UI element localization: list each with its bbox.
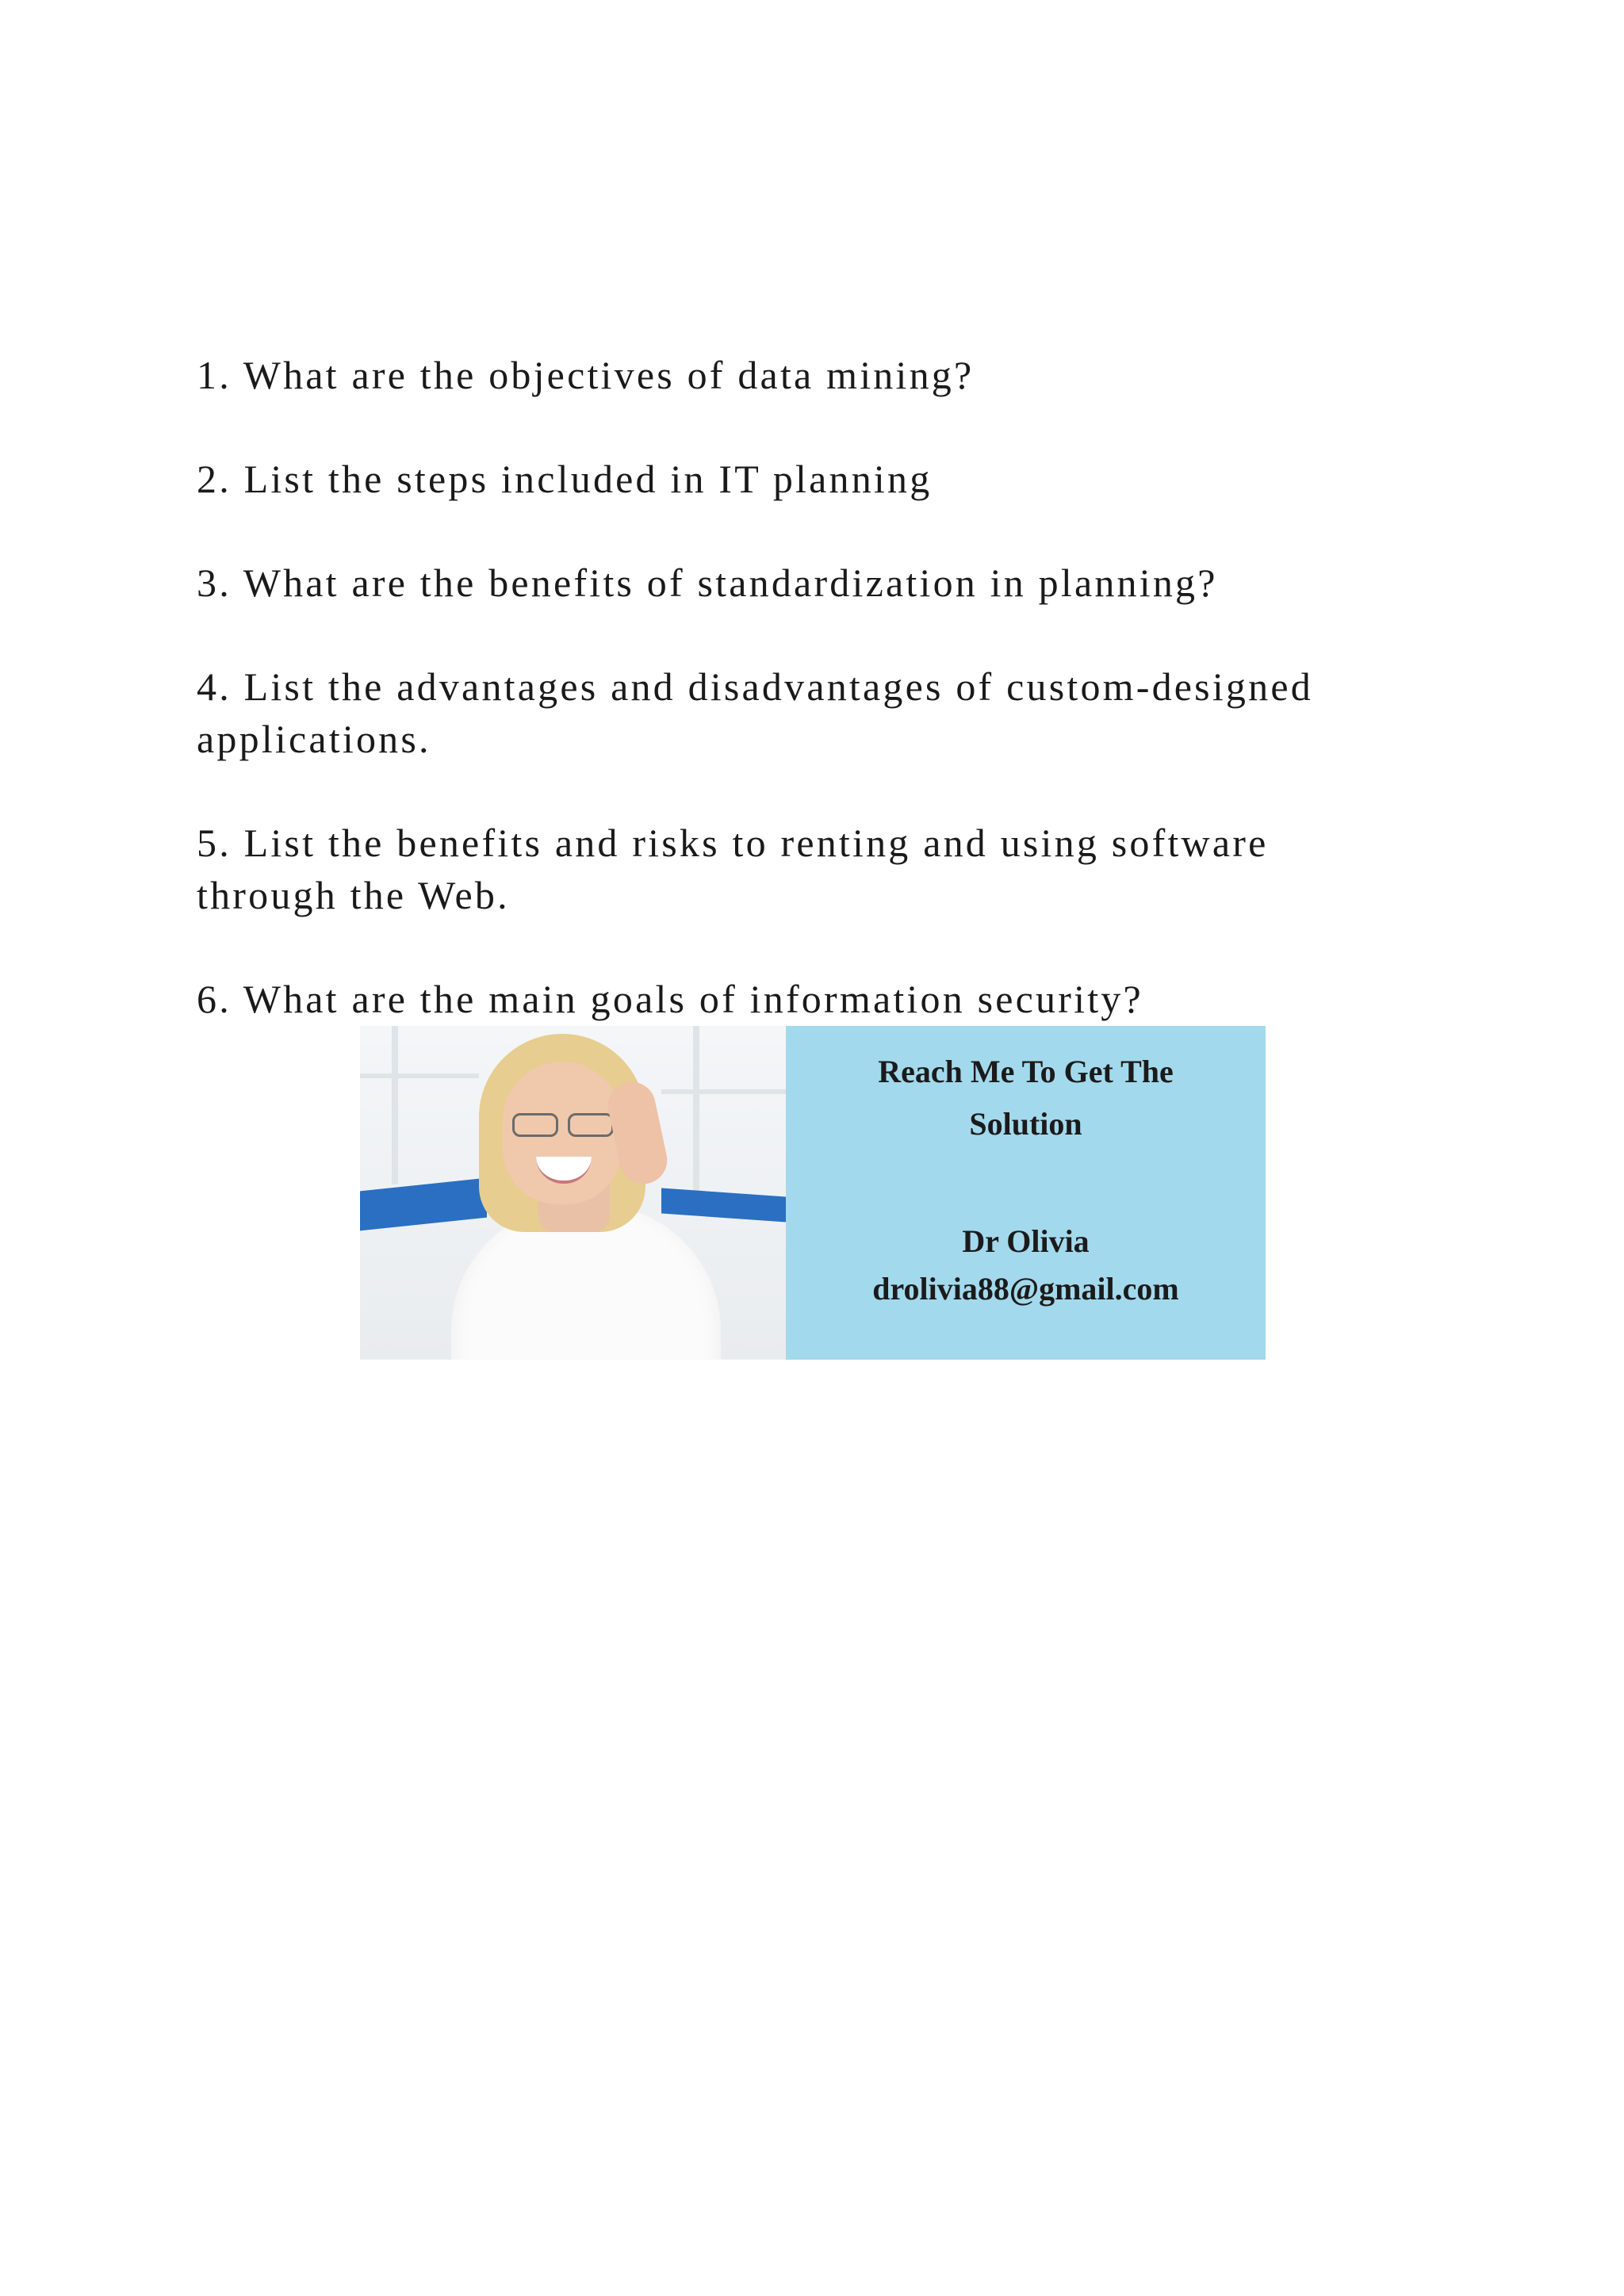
banner-headline-line1: Reach Me To Get The <box>878 1054 1174 1089</box>
contact-banner <box>360 1026 1266 1360</box>
question-5: 5. List the benefits and risks to renting and using software through the Web. <box>197 821 1269 917</box>
contact-email: drolivia88@gmail.com <box>872 1271 1179 1307</box>
question-3: 3. What are the benefits of standardization in planning? <box>197 561 1218 605</box>
question-2: 2. List the steps included in IT planning <box>197 457 933 501</box>
question-1: 1. What are the objectives of data mining? <box>197 353 975 397</box>
woman-photo <box>360 1026 786 1360</box>
contact-name: Dr Olivia <box>962 1223 1090 1259</box>
question-6: 6. What are the main goals of information security? <box>197 977 1143 1021</box>
question-4: 4. List the advantages and disadvantages of custom-designed applications. <box>197 664 1313 761</box>
question-list <box>197 349 1434 1025</box>
banner-text-panel <box>786 1026 1266 1360</box>
banner-headline-line2: Solution <box>969 1106 1082 1142</box>
